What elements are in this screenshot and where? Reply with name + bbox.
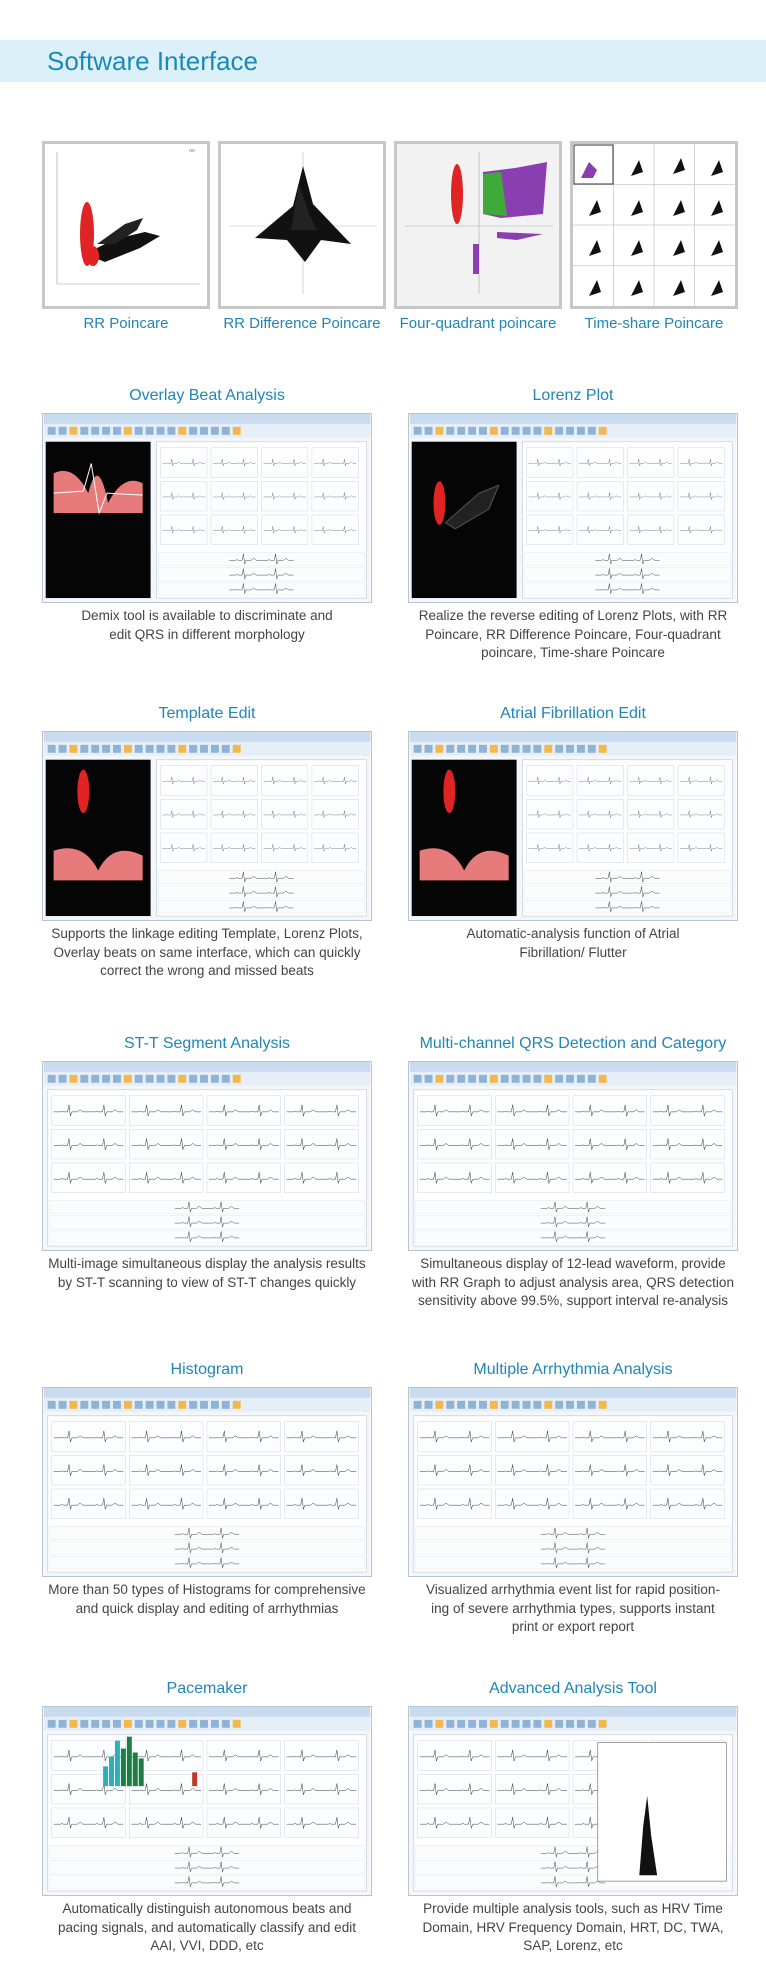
feature-screenshot: [408, 1706, 738, 1896]
feature-screenshot: [408, 1387, 738, 1577]
description-line: Overlay beats on same interface, which can quickly: [53, 944, 361, 960]
feature-title: ST-T Segment Analysis: [124, 1035, 290, 1052]
description-line: by ST-T scanning to view of ST-T changes quickly: [57, 1274, 357, 1290]
description-line: pacing signals, and automatically classify and edit: [58, 1919, 356, 1935]
feature-title: Multi-channel QRS Detection and Category: [419, 1035, 727, 1052]
description-line: and quick display and editing of arrhythmias: [75, 1600, 339, 1616]
feature-description: [32, 1255, 382, 1292]
software-screenshot-illustration: [409, 414, 737, 602]
description-line: Automatic-analysis function of Atrial: [466, 926, 680, 941]
description-line: print or export report: [511, 1619, 635, 1634]
description-line: poincare, Time-share Poincare: [481, 645, 665, 660]
feature-title: Atrial Fibrillation Edit: [500, 705, 646, 722]
software-screenshot-illustration: [43, 414, 371, 602]
description-line: Realize the reverse editing of Lorenz Plots, with RR: [418, 608, 728, 623]
time-share-poincare-grid-icon: [573, 144, 735, 306]
feature-screenshot: [42, 413, 372, 603]
svg-text:RR: RR: [189, 148, 195, 153]
description-line: Visualized arrhythmia event list for rapid position-: [426, 1582, 720, 1597]
description-line: correct the wrong and missed beats: [100, 963, 314, 978]
description-line: Domain, HRV Frequency Domain, HRT, DC, TWA,: [422, 1919, 724, 1935]
time-share-poincare-thumbnail: [570, 141, 738, 309]
four-quadrant-poincare-thumbnail: [394, 141, 562, 309]
rr-difference-poincare-scatter-icon: [221, 144, 383, 306]
description-line: AAI, VVI, DDD, etc: [150, 1938, 264, 1953]
description-line: SAP, Lorenz, etc: [523, 1938, 623, 1953]
description-line: Poincare, RR Difference Poincare, Four-quadrant: [425, 626, 721, 642]
poincare-caption: Time-share Poincare: [584, 315, 724, 332]
software-screenshot-illustration: [409, 1062, 737, 1250]
rr-poincare-thumbnail: [42, 141, 210, 309]
feature-screenshot: [408, 1061, 738, 1251]
poincare-caption: RR Poincare: [83, 315, 169, 332]
feature-title: Template Edit: [158, 705, 256, 722]
feature-title: Overlay Beat Analysis: [129, 387, 285, 404]
feature-description: [32, 1581, 382, 1618]
four-quadrant-poincare-scatter-icon: [397, 144, 559, 306]
software-screenshot-illustration: [43, 1707, 371, 1895]
software-screenshot-illustration: [43, 732, 371, 920]
feature-description: [398, 1255, 748, 1311]
feature-screenshot: [42, 1706, 372, 1896]
feature-description: [32, 925, 382, 981]
description-line: More than 50 types of Histograms for comprehensive: [48, 1582, 366, 1597]
feature-description: [398, 1581, 748, 1637]
description-line: Supports the linkage editing Template, Lorenz Plots,: [51, 926, 363, 941]
poincare-caption: RR Difference Poincare: [223, 315, 381, 332]
rr-poincare-scatter-icon: [45, 144, 207, 306]
feature-screenshot: [42, 731, 372, 921]
feature-description: [398, 1900, 748, 1956]
software-screenshot-illustration: [43, 1388, 371, 1576]
feature-screenshot: [408, 731, 738, 921]
header-banner: [0, 40, 766, 82]
feature-screenshot: [42, 1061, 372, 1251]
software-screenshot-illustration: [409, 1388, 737, 1576]
feature-title: Advanced Analysis Tool: [489, 1680, 657, 1697]
feature-title: Multiple Arrhythmia Analysis: [473, 1361, 673, 1378]
feature-description: [32, 607, 382, 644]
poincare-caption: Four-quadrant poincare: [399, 315, 557, 332]
software-screenshot-illustration: [43, 1062, 371, 1250]
feature-title: Lorenz Plot: [532, 387, 614, 404]
feature-description: [398, 607, 748, 663]
description-line: Provide multiple analysis tools, such as HRV Time: [423, 1901, 723, 1916]
feature-title: Histogram: [170, 1361, 244, 1378]
software-screenshot-illustration: [409, 732, 737, 920]
description-line: edit QRS in different morphology: [109, 626, 305, 642]
description-line: sensitivity above 99.5%, support interval re-analysis: [418, 1293, 728, 1308]
software-screenshot-illustration: [409, 1707, 737, 1895]
feature-screenshot: [408, 413, 738, 603]
description-line: Multi-image simultaneous display the analysis results: [48, 1256, 366, 1271]
feature-description: [398, 925, 748, 962]
description-line: with RR Graph to adjust analysis area, QRS detection: [412, 1274, 734, 1290]
feature-title: Pacemaker: [166, 1680, 248, 1697]
description-line: Simultaneous display of 12-lead waveform, provide: [420, 1256, 726, 1271]
description-line: Demix tool is available to discriminate and: [81, 608, 333, 623]
rr-difference-poincare-thumbnail: [218, 141, 386, 309]
page-title: Software Interface: [47, 46, 258, 76]
feature-description: [32, 1900, 382, 1956]
description-line: ing of severe arrhythmia types, supports instant: [431, 1600, 715, 1616]
description-line: Automatically distinguish autonomous beats and: [62, 1901, 352, 1916]
description-line: Fibrillation/ Flutter: [519, 944, 627, 960]
feature-screenshot: [42, 1387, 372, 1577]
